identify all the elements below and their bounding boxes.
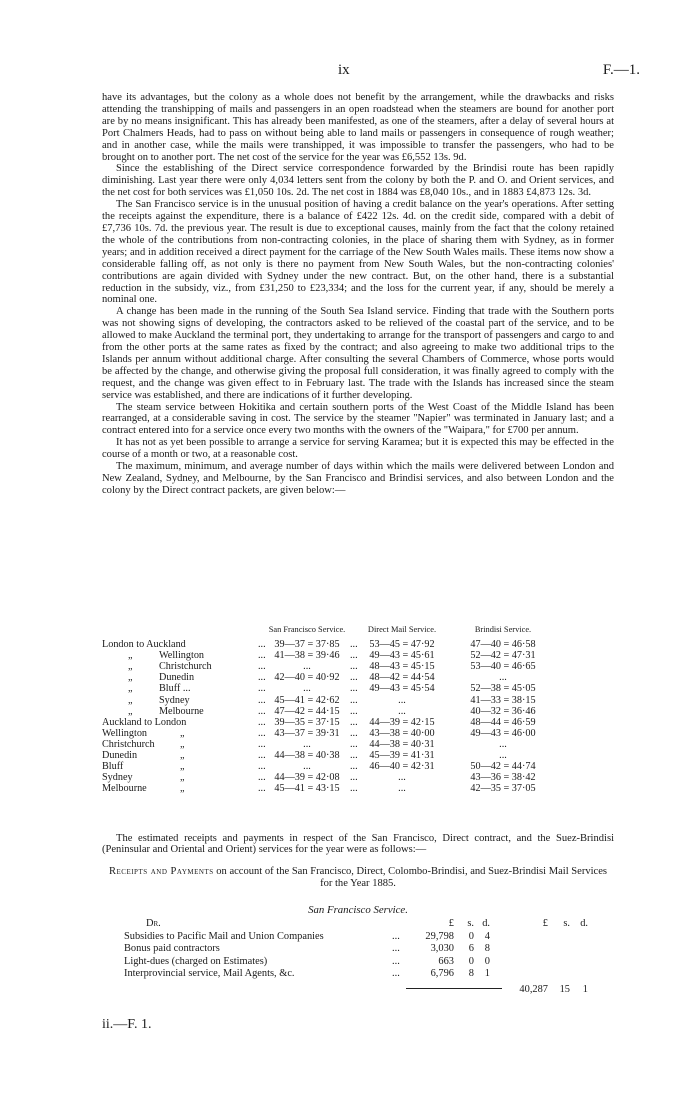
sf-cell: 45—41 = 42·62 [274,694,340,706]
total-pence-header: d. [580,918,588,929]
br-cell: 53—40 = 46·65 [470,661,536,673]
pence-cell: 8 [484,943,490,955]
route-cell: Dunedin [102,750,138,761]
section-title-rest: on account of the San Francisco, Direct, Colombo-Brindisi, and Suez-Brindisi Mail Services for the Year 1885. [213,866,608,889]
ditto-mark: „ [128,661,133,673]
pence-cell: 4 [484,931,490,942]
leader-dots: ... [350,783,358,795]
sf-cell: 39—37 = 37·85 [274,639,340,650]
sf-cell: 44—38 = 40·38 [274,750,340,761]
dm-cell: 46—40 = 42·31 [369,761,435,773]
table-row [102,750,622,761]
shillings-cell: 6 [468,943,474,955]
pence-cell: 1 [484,968,490,980]
table-row [102,739,622,750]
dm-cell: 48—43 = 45·15 [369,661,435,673]
total-shillings-header: s. [563,918,570,929]
leader-dots: ... [258,727,266,739]
leader-dots: ... [350,672,358,684]
total-pounds: 40,287 [519,984,548,995]
dm-cell: 44—38 = 40·31 [369,738,435,750]
leader-dots: ... [350,738,358,750]
route-cell: Sydney [102,772,133,784]
leader-dots: ... [258,639,266,650]
dm-cell: 48—42 = 44·54 [369,672,435,684]
leader-dots: ... [258,650,266,662]
br-cell: 48—44 = 46·59 [470,716,536,728]
leader-dots: ... [258,683,266,695]
shillings-cell: 8 [468,968,474,980]
ditto-mark: „ [180,738,185,750]
br-cell: ... [499,738,507,750]
shillings-cell: 0 [468,931,474,942]
pounds-cell: 663 [438,955,454,967]
section-title [102,866,614,890]
br-cell: 52—42 = 47·31 [470,650,536,662]
leader-dots: ... [350,750,358,761]
paragraph: The estimated receipts and payments in respect of the San Francisco, Direct contract, and the Suez-Brindisi (Peninsular and Oriental and Orient) services for the year were as follows:— [102,832,614,856]
paragraph: The steam service between Hokitika and certain southern ports of the West Coast of the Middle Island has been rearranged, at a considerable saving in cost. The service by the steamer "Napier" was terminated in January last; and a contract entered into for a service once every two months with the owners of the "Waipara," for £700 per annum. [102,401,614,437]
account-row [102,931,622,943]
leader-dots: ... [350,716,358,728]
ditto-mark: „ [180,783,185,795]
document-reference: F.—1. [602,62,640,78]
sf-cell: 47—42 = 44·15 [274,705,340,717]
dm-cell: 45—39 = 41·31 [369,750,435,761]
table-row [102,672,622,683]
route-cell: Auckland to London [102,716,187,728]
route-cell: Wellington [102,727,148,739]
leader-dots: ... [258,716,266,728]
leader-dots: ... [350,694,358,706]
subsection-title: San Francisco Service. [308,904,408,916]
sf-cell: 42—40 = 40·92 [274,672,340,684]
accounts-total-row [102,984,622,996]
ditto-mark: „ [128,650,133,662]
leader-dots: ... [350,772,358,784]
page-number: ix [338,62,350,78]
sf-cell: 41—38 = 39·46 [274,650,340,662]
account-label: Subsidies to Pacific Mail and Union Companies [124,931,324,942]
br-cell: ... [499,672,507,684]
table-row [102,772,622,783]
leader-dots: ... [258,672,266,684]
pounds-cell: 6,796 [430,968,454,980]
leader-dots: ... [350,705,358,717]
leader-dots: ... [350,761,358,773]
route-cell: London to Auckland [102,639,186,650]
route-cell: Bluff [102,761,124,773]
br-cell: 43—36 = 38·42 [470,772,536,784]
br-cell: 42—35 = 37·05 [470,783,536,795]
table-row [102,728,622,739]
route-cell: Wellington [159,650,205,662]
table-row [102,695,622,706]
paragraph: A change has been made in the running of the South Sea Island service. Finding that trade with the Southern ports was not showing signs of developing, the contractors asked to be relieved of the coastal part of the service, and to be allowed to make Auckland the terminal port, they undertaking to arrange for the transport of passengers and cargo to and from the other ports at the same rates as fixed by the contract; and also agreeing to make two additional trips to the Islands per annum without additional charge. After consulting the several Chambers of Commerce, whose ports would be affected by the change, and otherwise giving the proposal full consideration, it was finally agreed to comply with the request, and the change was given effect to in February last. The trade with the Islands has increased since the steam service was established, and there are indications of it further developing. [102,306,614,401]
sf-cell: 45—41 = 43·15 [274,783,340,795]
table-row [102,683,622,694]
paragraph: It has not as yet been possible to arrange a service for serving Karamea; but it is expected this may be effected in the course of a month or two, at a reasonable cost. [102,437,614,461]
leader-dots: ... [258,661,266,673]
paragraph: The San Francisco service is in the unusual position of having a credit balance on the year's operations. After setting the receipts against the expenditure, there is a balance of £422 12s. 4d. on the credit side, compared with a debit of £7,736 10s. 7d. the previous year. The result is due to exceptional causes, mainly from the fact that the colony retained the whole of the contributions from non-contracting colonies, in the place of sharing them with Sydney, as in former years; and in addition received a direct payment for the carriage of the New South Wales mails. These items now show a considerable falling off, as not only is there no payment from New South Wales, but the non-contracting colonies' contributions are again divided with Sydney under the new contract. But, on the other hand, there is a substantial reduction in the subsidy, viz., from £31,250 to £23,334; and the loss for the current year, if any, should be merely a nominal one. [102,199,614,306]
ditto-mark: „ [128,672,133,684]
leader-dots: ... [350,727,358,739]
pounds-cell: 29,798 [425,931,454,942]
account-row [102,956,622,968]
ditto-mark: „ [180,727,185,739]
leader-dots: ... [350,639,358,650]
ditto-mark: „ [128,683,133,695]
table-row [102,717,622,728]
shillings-cell: 0 [468,955,474,967]
dm-cell: 44—39 = 42·15 [369,716,435,728]
pounds-header: £ [448,918,454,929]
account-label: Light-dues (charged on Estimates) [124,955,268,967]
leader-dots: ... [258,761,266,773]
total-pence: 1 [582,984,588,995]
account-row [102,943,622,955]
leader-dots: ... [258,694,266,706]
leader-dots: ... [350,661,358,673]
ditto-mark: „ [180,750,185,761]
column-header: Brindisi Service. [474,625,532,634]
accounts-header [102,918,622,930]
dm-cell: ... [398,694,406,706]
leader-dots: ... [392,931,400,942]
dm-cell: ... [398,783,406,795]
dm-cell: 43—38 = 40·00 [369,727,435,739]
sf-cell: 44—39 = 42·08 [274,772,340,784]
br-cell: 41—33 = 38·15 [470,694,536,706]
route-cell: Christchurch [102,738,155,750]
ditto-mark: „ [180,772,185,784]
leader-dots: ... [258,738,266,750]
br-cell: 50—42 = 44·74 [470,761,536,773]
page-footer: ii.—F. 1. [102,1017,152,1032]
route-cell: Bluff ... [159,683,191,695]
page-header [0,62,700,82]
dm-cell: ... [398,772,406,784]
leader-dots: ... [392,943,400,955]
table-row [102,639,622,650]
column-header: San Francisco Service. [268,625,346,634]
ditto-mark: „ [128,705,133,717]
table-header [102,625,622,637]
body-text [102,92,614,497]
route-cell: Dunedin [159,672,195,684]
dm-cell: 53—45 = 47·92 [369,639,435,650]
debit-label: Dr. [146,918,161,929]
ditto-mark: „ [128,694,133,706]
pounds-cell: 3,030 [430,943,454,955]
paragraph: The maximum, minimum, and average number of days within which the mails were delivered between London and New Zealand, Sydney, and Melbourne, by the San Francisco and Brindisi services, and also between London and the colony by the Direct contract packets, are given below:— [102,461,614,496]
table-row [102,761,622,772]
column-header: Direct Mail Service. [367,625,437,634]
leader-dots: ... [392,968,400,980]
ditto-mark: „ [180,761,185,773]
paragraph: Since the establishing of the Direct service correspondence forwarded by the Brindisi route has been rapidly diminishing. Last year there were only 4,034 letters sent from the colony by both the P. and O. and Orient services, and the net cost for both services was £1,050 10s. 2d. The net cost in 1884 was £8,040 10s., and in 1883 £4,873 12s. 3d. [102,163,614,199]
leader-dots: ... [350,683,358,695]
dm-cell: 49—43 = 45·54 [369,683,435,695]
leader-dots: ... [350,650,358,662]
account-row [102,968,622,980]
br-cell: 52—38 = 45·05 [470,683,536,695]
total-pounds-header: £ [542,918,548,929]
leader-dots: ... [392,955,400,967]
paragraph: have its advantages, but the colony as a whole does not benefit by the arrangement, while the drawbacks and risks attending the transhipping of mails and passengers in an open roadstead when the steamers are bound for another port are by no means insignificant. This has already been manifested, as one of the steamers, after a delay of several hours at Port Chalmers Heads, had to pass on without being able to land mails or passengers in consequence of rough weather; and in another case, while the mails were transhipped, it was impossible to transfer the passengers, who had to be brought on to another port. The net cost of the service for the year was £6,552 13s. 9d. [102,92,614,163]
pence-cell: 0 [484,955,490,967]
table-row [102,783,622,794]
account-label: Interprovincial service, Mail Agents, &c. [124,968,295,980]
shillings-header: s. [467,918,474,929]
section-title-lead: Receipts and Payments [108,866,214,877]
br-cell: 40—32 = 36·46 [470,705,536,717]
leader-dots: ... [258,750,266,761]
sf-cell: ... [303,761,311,773]
dm-cell: ... [398,705,406,717]
dm-cell: 49—43 = 45·61 [369,650,435,662]
sf-cell: ... [303,738,311,750]
table-row [102,706,622,717]
total-shillings: 15 [559,984,570,995]
leader-dots: ... [258,705,266,717]
route-cell: Sydney [159,694,190,706]
route-cell: Melbourne [159,705,204,717]
sf-cell: 43—37 = 39·31 [274,727,340,739]
pence-header: d. [482,918,490,929]
account-label: Bonus paid contractors [124,943,220,955]
route-cell: Christchurch [159,661,212,673]
sf-cell: ... [303,661,311,673]
route-cell: Melbourne [102,783,147,795]
leader-dots: ... [258,783,266,795]
br-cell: 47—40 = 46·58 [470,639,536,650]
sf-cell: 39—35 = 37·15 [274,716,340,728]
table-row [102,661,622,672]
br-cell: 49—43 = 46·00 [470,727,536,739]
sf-cell: ... [303,683,311,695]
leader-dots: ... [258,772,266,784]
table-row [102,650,622,661]
br-cell: ... [499,750,507,761]
